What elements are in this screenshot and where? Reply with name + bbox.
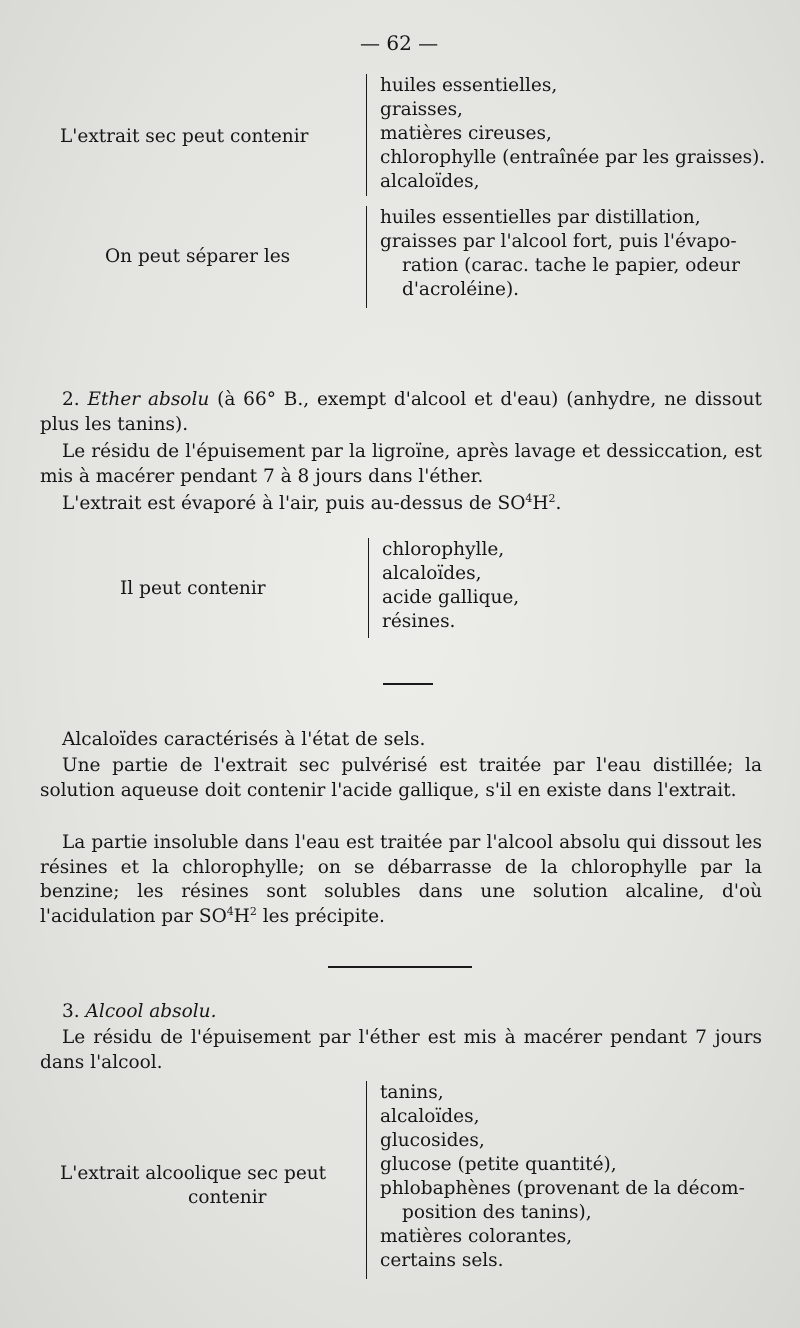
list-item: phlobaphènes (provenant de la décom- [380,1178,745,1199]
list-item: acide gallique, [382,587,520,608]
brace-3 [368,538,369,638]
section2-paragraph-2: L'extrait est évaporé à l'air, puis au-dessus de $SO^4H^2$. [62,491,562,514]
section2-paragraph-1: Le résidu de l'épuisement par la ligroïne, après lavage et dessiccation, est mis à macérer pendant 7 à 8 jours dans l'éther. [40,441,762,487]
alcaloides-paragraph-2: Une partie de l'extrait sec pulvérisé est traitée par l'eau distillée; la solution aqueuse doit contenir l'acide gallique, s'il en existe dans l'extrait. [40,755,762,801]
list-item: matières colorantes, [380,1226,573,1247]
list-item: chlorophylle, [382,539,505,560]
list-item: glucosides, [380,1130,485,1151]
section-title-rest: (à 66° B., exempt d'alcool et d'eau) (anhydre, ne dissout plus les tanins). [40,389,762,435]
list-item: huiles essentielles, [380,75,558,96]
section3-heading [40,1000,762,1025]
alcaloides-paragraph-3: La partie insoluble dans l'eau est traitée par l'alcool absolu qui dissout les résines et la chlorophylle; on se débarrasse de la chlorophylle par la benzine; les résines sont solubles dans une solution alcaline, d'où l'acidulation par $SO^4H^2$ les précipite. [40,832,762,927]
section-title: Ether absolu [87,389,210,410]
section-divider-short [383,683,433,685]
brace-1 [366,74,367,196]
section-number: 3. [62,1001,80,1022]
list-item: alcaloïdes, [380,1106,480,1127]
list-item: résines. [382,611,456,632]
section2-list [382,538,519,634]
section2-block-label: Il peut contenir [120,578,266,599]
alcaloides-paragraph-1: Alcaloïdes caractérisés à l'état de sels. [62,729,426,750]
list-item: alcaloïdes, [380,171,480,192]
list-item: alcaloïdes, [382,563,482,584]
block2-label: On peut séparer les [105,246,291,267]
list-item: glucose (petite quantité), [380,1154,617,1175]
list-item: d'acroléine). [402,279,520,300]
section3-block-label-1: L'extrait alcoolique sec peut [60,1163,327,1184]
section-title: Alcool absolu. [85,1001,217,1022]
list-item: tanins, [380,1082,444,1103]
section3-paragraph-1: Le résidu de l'épuisement par l'éther est mis à macérer pendant 7 jours dans l'alcool. [40,1027,762,1073]
brace-2 [366,206,367,308]
list-item: huiles essentielles par distillation, [380,207,701,228]
list-item: graisses, [380,99,463,120]
list-item: graisses par l'alcool fort, puis l'évapo- [380,231,737,252]
section2-heading [40,388,762,437]
brace-4 [366,1081,367,1279]
block2-list [380,206,740,302]
block1-list [380,74,765,194]
section3-list [380,1081,745,1273]
list-item: position des tanins), [402,1202,592,1223]
section3-block-label-2: contenir [188,1187,267,1208]
page-number: — 62 — [360,31,439,55]
list-item: certains sels. [380,1250,504,1271]
block1-label: L'extrait sec peut contenir [60,126,309,147]
section-number: 2. [62,389,80,410]
list-item: chlorophylle (entraînée par les graisses). [380,147,766,168]
list-item: matières cireuses, [380,123,552,144]
list-item: ration (carac. tache le papier, odeur [402,255,740,276]
section-divider-long [328,966,472,968]
